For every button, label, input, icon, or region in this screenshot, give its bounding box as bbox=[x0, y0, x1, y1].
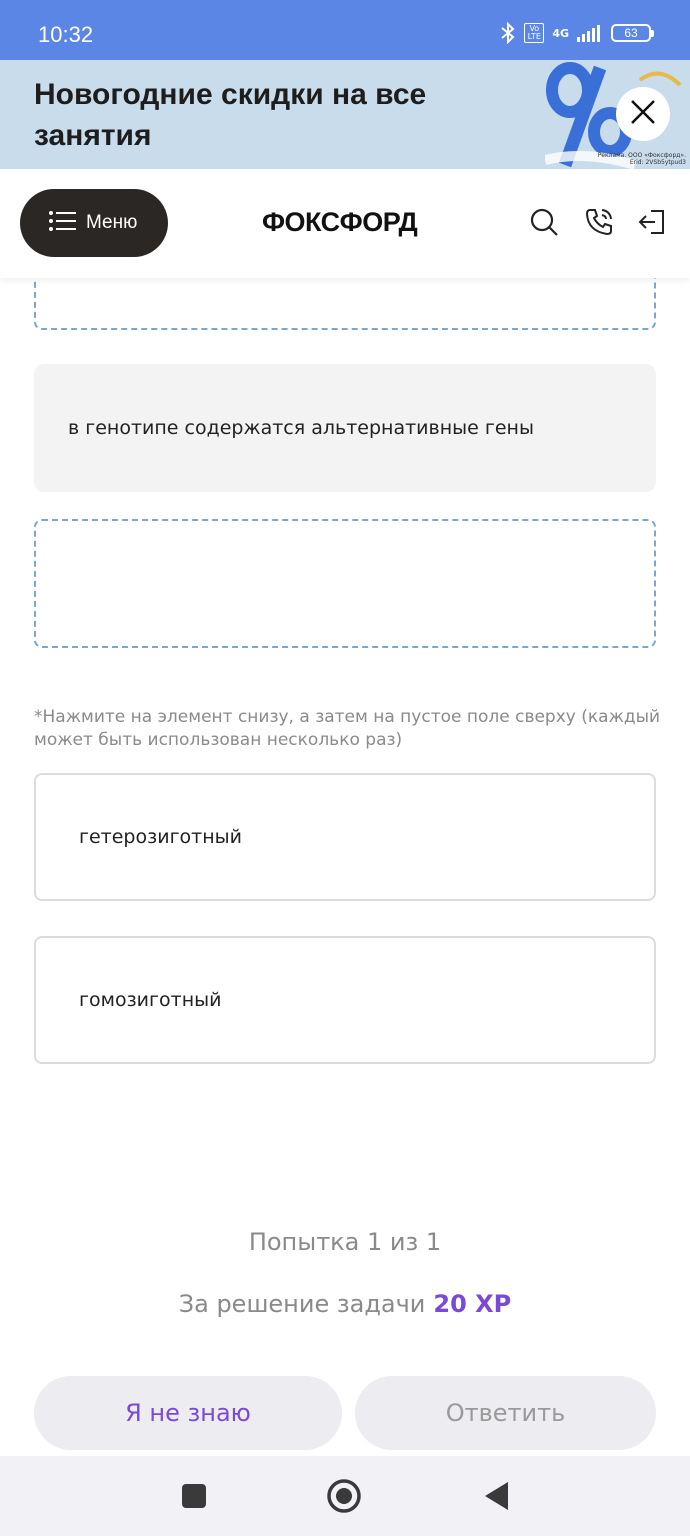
menu-label: Меню bbox=[86, 212, 138, 233]
system-nav-bar bbox=[0, 1456, 690, 1536]
placed-answer[interactable] bbox=[34, 364, 656, 492]
recents-icon[interactable] bbox=[176, 1478, 212, 1514]
answer-button[interactable] bbox=[355, 1376, 656, 1450]
status-icons bbox=[500, 22, 654, 44]
answer-label: Ответить bbox=[445, 1399, 566, 1427]
attempts-counter: Попытка 1 из 1 bbox=[248, 1228, 442, 1256]
logout-icon[interactable] bbox=[635, 205, 669, 239]
drop-zone-2[interactable] bbox=[34, 519, 656, 648]
placed-answer-label: в генотипе содержатся альтернативные гены bbox=[68, 417, 534, 439]
reward bbox=[0, 1290, 690, 1318]
network-type: 4G bbox=[552, 26, 569, 40]
status-bar bbox=[0, 0, 690, 60]
option-card[interactable] bbox=[34, 773, 656, 901]
logo[interactable]: ФОКСФОРД bbox=[262, 207, 418, 237]
dont-know-label: Я не знаю bbox=[125, 1399, 251, 1427]
close-icon bbox=[630, 99, 656, 129]
status-time: 10:32 bbox=[38, 22, 94, 47]
search-icon[interactable] bbox=[527, 205, 561, 239]
ad-title: Новогодние скидки на все занятия bbox=[34, 78, 427, 152]
ad-legal: Реклама. ООО «Фоксфорд». Erid: 2VSb5ytpud3 bbox=[597, 152, 686, 166]
app-header bbox=[0, 169, 690, 278]
ad-banner[interactable] bbox=[0, 60, 690, 169]
dont-know-button[interactable] bbox=[34, 1376, 342, 1450]
option-label: гомозиготный bbox=[79, 989, 222, 1011]
phone-icon[interactable] bbox=[582, 205, 616, 239]
battery-icon bbox=[611, 24, 654, 42]
reward-xp: 20 XP bbox=[433, 1290, 512, 1318]
ad-close-button[interactable] bbox=[616, 87, 670, 141]
battery-level: 63 bbox=[611, 24, 651, 42]
signal-icon bbox=[577, 24, 603, 42]
home-icon[interactable] bbox=[326, 1478, 362, 1514]
back-icon[interactable] bbox=[478, 1478, 514, 1514]
task-hint: *Нажмите на элемент снизу, а затем на пустое поле сверху (каждый может быть использован несколько раз) bbox=[34, 707, 661, 750]
reward-label: За решение задачи bbox=[178, 1290, 426, 1318]
volte-icon: Vo LTE bbox=[524, 23, 544, 43]
bluetooth-icon bbox=[500, 22, 516, 44]
option-card[interactable] bbox=[34, 936, 656, 1064]
option-label: гетерозиготный bbox=[79, 826, 243, 848]
list-icon bbox=[48, 209, 76, 237]
menu-button[interactable] bbox=[20, 189, 168, 257]
